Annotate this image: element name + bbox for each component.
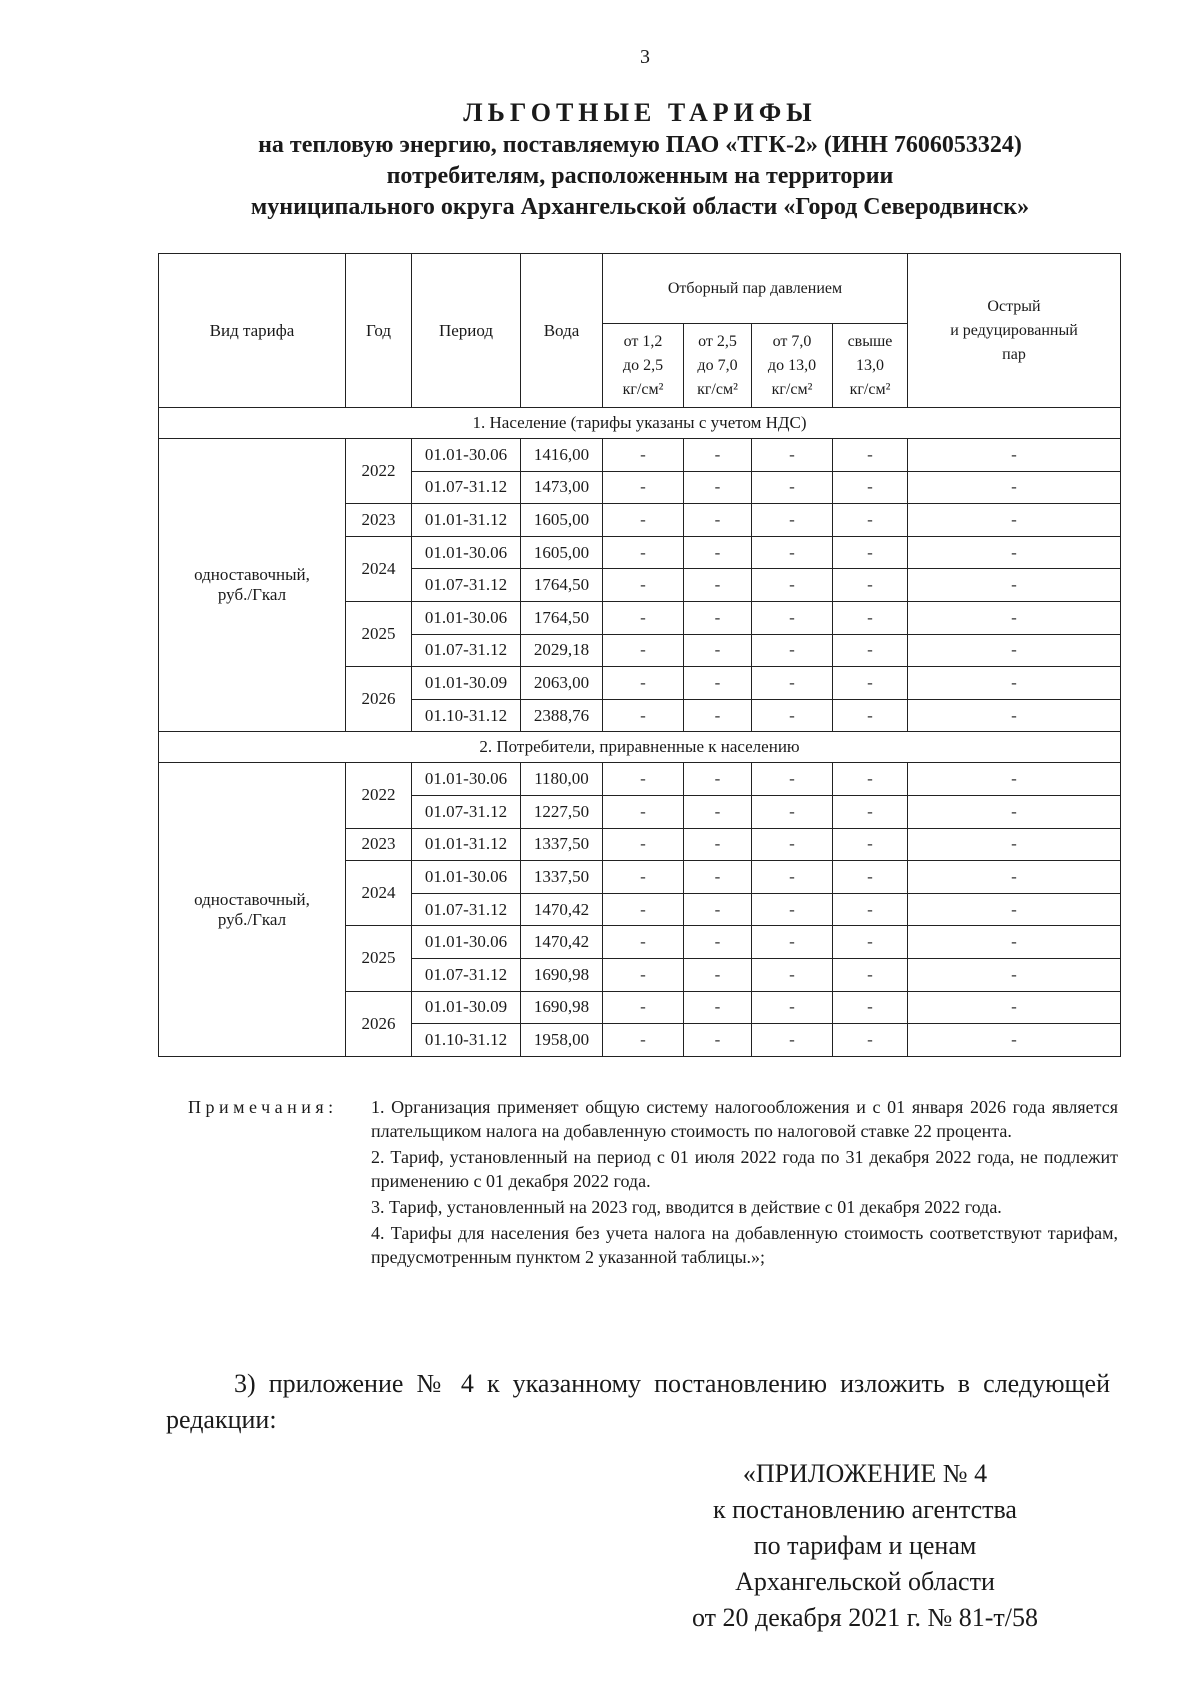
header-steam-3 [752, 324, 833, 408]
empty-value-cell: - [908, 1024, 1121, 1057]
empty-value-cell: - [833, 763, 908, 796]
water-cell: 1958,00 [521, 1024, 603, 1057]
table-row [159, 439, 1121, 472]
period-cell: 01.07-31.12 [412, 893, 521, 926]
period-cell: 01.07-31.12 [412, 634, 521, 667]
appendix-line-1: «ПРИЛОЖЕНИЕ № 4 [742, 1459, 988, 1488]
title-line-2: потребителям, расположенным на территории [386, 163, 894, 189]
empty-value-cell: - [908, 569, 1121, 602]
year-cell: 2023 [346, 828, 412, 861]
year-cell: 2025 [346, 926, 412, 991]
notes-list [371, 1095, 1118, 1269]
header-steam-2-unit: кг/см² [697, 380, 738, 398]
empty-value-cell: - [752, 504, 833, 537]
empty-value-cell: - [684, 569, 752, 602]
empty-value-cell: - [833, 439, 908, 472]
empty-value-cell: - [684, 926, 752, 959]
header-steam-2-from: от 2,5 [698, 332, 737, 350]
period-cell: 01.01-30.06 [412, 439, 521, 472]
header-steam-4-to: 13,0 [856, 356, 884, 374]
water-cell: 1337,50 [521, 861, 603, 894]
empty-value-cell: - [752, 861, 833, 894]
empty-value-cell: - [684, 763, 752, 796]
header-steam-2 [684, 324, 752, 408]
empty-value-cell: - [752, 958, 833, 991]
empty-value-cell: - [752, 536, 833, 569]
header-steam-1-to: до 2,5 [622, 356, 664, 374]
water-cell: 1470,42 [521, 893, 603, 926]
empty-value-cell: - [908, 926, 1121, 959]
empty-value-cell: - [684, 439, 752, 472]
tariff-type-line: одноставочный, [194, 889, 310, 909]
note-item: 2. Тариф, установленный на период с 01 июля 2022 года по 31 декабря 2022 года, не подлежит применению с 01 декабря 2022 года. [371, 1147, 1118, 1191]
year-cell: 2022 [346, 439, 412, 504]
empty-value-cell: - [752, 667, 833, 700]
header-steam-1-unit: кг/см² [622, 380, 664, 398]
notes [188, 1095, 1118, 1271]
water-cell: 1605,00 [521, 536, 603, 569]
empty-value-cell: - [908, 763, 1121, 796]
empty-value-cell: - [752, 991, 833, 1024]
period-cell: 01.01-30.06 [412, 926, 521, 959]
empty-value-cell: - [833, 893, 908, 926]
appendix-header [660, 1456, 1070, 1636]
empty-value-cell: - [684, 601, 752, 634]
tariff-type-cell [159, 763, 346, 1056]
header-steam-3-from: от 7,0 [772, 332, 812, 350]
title-line-1: на тепловую энергию, поставляемую ПАО «ТГК-2» (ИНН 7606053324) [258, 132, 1022, 158]
empty-value-cell: - [908, 601, 1121, 634]
period-cell: 01.01-30.09 [412, 991, 521, 1024]
empty-value-cell: - [603, 861, 684, 894]
appendix-line-4: Архангельской области [735, 1567, 995, 1596]
empty-value-cell: - [833, 926, 908, 959]
empty-value-cell: - [833, 828, 908, 861]
empty-value-cell: - [684, 699, 752, 732]
header-steam-4 [833, 324, 908, 408]
water-cell: 2063,00 [521, 667, 603, 700]
empty-value-cell: - [603, 893, 684, 926]
header-tariff-type: Вид тарифа [159, 254, 346, 408]
empty-value-cell: - [603, 536, 684, 569]
period-cell: 01.01-30.06 [412, 763, 521, 796]
year-cell: 2024 [346, 536, 412, 601]
water-cell: 1470,42 [521, 926, 603, 959]
empty-value-cell: - [833, 861, 908, 894]
appendix-line-5: от 20 декабря 2021 г. № 81-т/58 [691, 1603, 1039, 1632]
empty-value-cell: - [833, 1024, 908, 1057]
header-acute-steam [908, 254, 1121, 408]
header-acute-line-3: пар [1002, 345, 1026, 363]
empty-value-cell: - [603, 569, 684, 602]
empty-value-cell: - [908, 893, 1121, 926]
header-steam-1-from: от 1,2 [623, 332, 663, 350]
empty-value-cell: - [752, 634, 833, 667]
period-cell: 01.01-30.06 [412, 861, 521, 894]
empty-value-cell: - [684, 861, 752, 894]
year-cell: 2025 [346, 601, 412, 666]
tariff-type-line: руб./Гкал [217, 585, 287, 605]
empty-value-cell: - [833, 601, 908, 634]
tariff-type-cell [159, 439, 346, 732]
header-steam-2-to: до 7,0 [697, 356, 738, 374]
empty-value-cell: - [908, 536, 1121, 569]
page-number: 3 [640, 46, 650, 68]
empty-value-cell: - [603, 504, 684, 537]
water-cell: 2029,18 [521, 634, 603, 667]
period-cell: 01.01-30.06 [412, 601, 521, 634]
appendix-line-3: по тарифам и ценам [753, 1531, 977, 1560]
empty-value-cell: - [908, 699, 1121, 732]
empty-value-cell: - [684, 504, 752, 537]
water-cell: 2388,76 [521, 699, 603, 732]
note-item: 4. Тарифы для населения без учета налога на добавленную стоимость соответствуют тарифам, предусмотренным пунктом 2 указанной таблицы.»; [371, 1223, 1118, 1267]
period-cell: 01.01-30.06 [412, 536, 521, 569]
empty-value-cell: - [833, 699, 908, 732]
header-steam-3-unit: кг/см² [771, 380, 813, 398]
empty-value-cell: - [752, 569, 833, 602]
empty-value-cell: - [752, 893, 833, 926]
water-cell: 1764,50 [521, 601, 603, 634]
empty-value-cell: - [908, 991, 1121, 1024]
period-cell: 01.01-31.12 [412, 504, 521, 537]
section-header-row [159, 408, 1121, 439]
water-cell: 1764,50 [521, 569, 603, 602]
document-title [150, 96, 1130, 223]
empty-value-cell: - [684, 828, 752, 861]
header-water: Вода [521, 254, 603, 408]
header-year: Год [346, 254, 412, 408]
empty-value-cell: - [833, 795, 908, 828]
empty-value-cell: - [603, 991, 684, 1024]
note-item: 3. Тариф, установленный на 2023 год, вводится в действие с 01 декабря 2022 года. [371, 1197, 1002, 1217]
empty-value-cell: - [752, 601, 833, 634]
empty-value-cell: - [603, 471, 684, 504]
empty-value-cell: - [833, 504, 908, 537]
period-cell: 01.07-31.12 [412, 958, 521, 991]
empty-value-cell: - [833, 667, 908, 700]
empty-value-cell: - [684, 536, 752, 569]
empty-value-cell: - [833, 958, 908, 991]
empty-value-cell: - [684, 634, 752, 667]
empty-value-cell: - [603, 439, 684, 472]
empty-value-cell: - [908, 958, 1121, 991]
notes-label: Примечания: [188, 1097, 338, 1117]
empty-value-cell: - [908, 439, 1121, 472]
period-cell: 01.10-31.12 [412, 699, 521, 732]
empty-value-cell: - [752, 763, 833, 796]
table-row [159, 763, 1121, 796]
water-cell: 1180,00 [521, 763, 603, 796]
year-cell: 2026 [346, 667, 412, 732]
empty-value-cell: - [908, 634, 1121, 667]
header-acute-line-2: и редуцированный [950, 321, 1078, 339]
empty-value-cell: - [908, 667, 1121, 700]
tariff-type-line: руб./Гкал [217, 909, 287, 929]
empty-value-cell: - [603, 795, 684, 828]
title-main: ЛЬГОТНЫЕ ТАРИФЫ [463, 98, 817, 127]
header-period: Период [412, 254, 521, 408]
section-title: 2. Потребители, приравненные к населению [159, 732, 1121, 763]
empty-value-cell: - [833, 634, 908, 667]
empty-value-cell: - [752, 699, 833, 732]
empty-value-cell: - [684, 893, 752, 926]
empty-value-cell: - [603, 634, 684, 667]
year-cell: 2024 [346, 861, 412, 926]
water-cell: 1416,00 [521, 439, 603, 472]
header-steam-3-to: до 13,0 [767, 356, 817, 374]
section-title: 1. Население (тарифы указаны с учетом НДС) [159, 408, 1121, 439]
year-cell: 2023 [346, 504, 412, 537]
empty-value-cell: - [833, 471, 908, 504]
empty-value-cell: - [752, 795, 833, 828]
header-steam-4-unit: кг/см² [849, 380, 891, 398]
header-acute-line-1: Острый [987, 297, 1041, 315]
empty-value-cell: - [603, 958, 684, 991]
appendix-line-2: к постановлению агентства [713, 1495, 1017, 1524]
period-cell: 01.07-31.12 [412, 569, 521, 602]
empty-value-cell: - [908, 471, 1121, 504]
empty-value-cell: - [603, 699, 684, 732]
title-line-3: муниципального округа Архангельской области «Город Северодвинск» [250, 194, 1030, 220]
note-item: 1. Организация применяет общую систему налогообложения и с 01 января 2026 года является плательщиком налога на добавленную стоимость по налоговой ставке 22 процента. [371, 1097, 1118, 1141]
tariff-table [158, 253, 1121, 1057]
header-steam-4-from: свыше [847, 332, 893, 350]
empty-value-cell: - [684, 991, 752, 1024]
water-cell: 1227,50 [521, 795, 603, 828]
period-cell: 01.07-31.12 [412, 471, 521, 504]
empty-value-cell: - [684, 958, 752, 991]
period-cell: 01.10-31.12 [412, 1024, 521, 1057]
section-header-row [159, 732, 1121, 763]
empty-value-cell: - [603, 828, 684, 861]
year-cell: 2022 [346, 763, 412, 828]
header-steam-1 [603, 324, 684, 408]
empty-value-cell: - [908, 828, 1121, 861]
empty-value-cell: - [752, 926, 833, 959]
water-cell: 1473,00 [521, 471, 603, 504]
empty-value-cell: - [833, 569, 908, 602]
tariff-table-body [159, 408, 1121, 1057]
year-cell: 2026 [346, 991, 412, 1056]
empty-value-cell: - [908, 861, 1121, 894]
empty-value-cell: - [684, 795, 752, 828]
water-cell: 1605,00 [521, 504, 603, 537]
empty-value-cell: - [603, 926, 684, 959]
empty-value-cell: - [752, 1024, 833, 1057]
empty-value-cell: - [833, 536, 908, 569]
empty-value-cell: - [603, 601, 684, 634]
period-cell: 01.01-31.12 [412, 828, 521, 861]
period-cell: 01.01-30.09 [412, 667, 521, 700]
empty-value-cell: - [684, 471, 752, 504]
empty-value-cell: - [752, 439, 833, 472]
period-cell: 01.07-31.12 [412, 795, 521, 828]
instruction-paragraph: 3) приложение № 4 к указанному постановлению изложить в следующей редакции: [166, 1369, 1110, 1434]
empty-value-cell: - [603, 763, 684, 796]
empty-value-cell: - [908, 795, 1121, 828]
empty-value-cell: - [833, 991, 908, 1024]
empty-value-cell: - [684, 667, 752, 700]
empty-value-cell: - [684, 1024, 752, 1057]
empty-value-cell: - [752, 471, 833, 504]
tariff-type-line: одноставочный, [194, 565, 310, 585]
water-cell: 1337,50 [521, 828, 603, 861]
empty-value-cell: - [908, 504, 1121, 537]
header-steam-group: Отборный пар давлением [603, 254, 908, 324]
water-cell: 1690,98 [521, 958, 603, 991]
empty-value-cell: - [603, 1024, 684, 1057]
water-cell: 1690,98 [521, 991, 603, 1024]
empty-value-cell: - [603, 667, 684, 700]
empty-value-cell: - [752, 828, 833, 861]
